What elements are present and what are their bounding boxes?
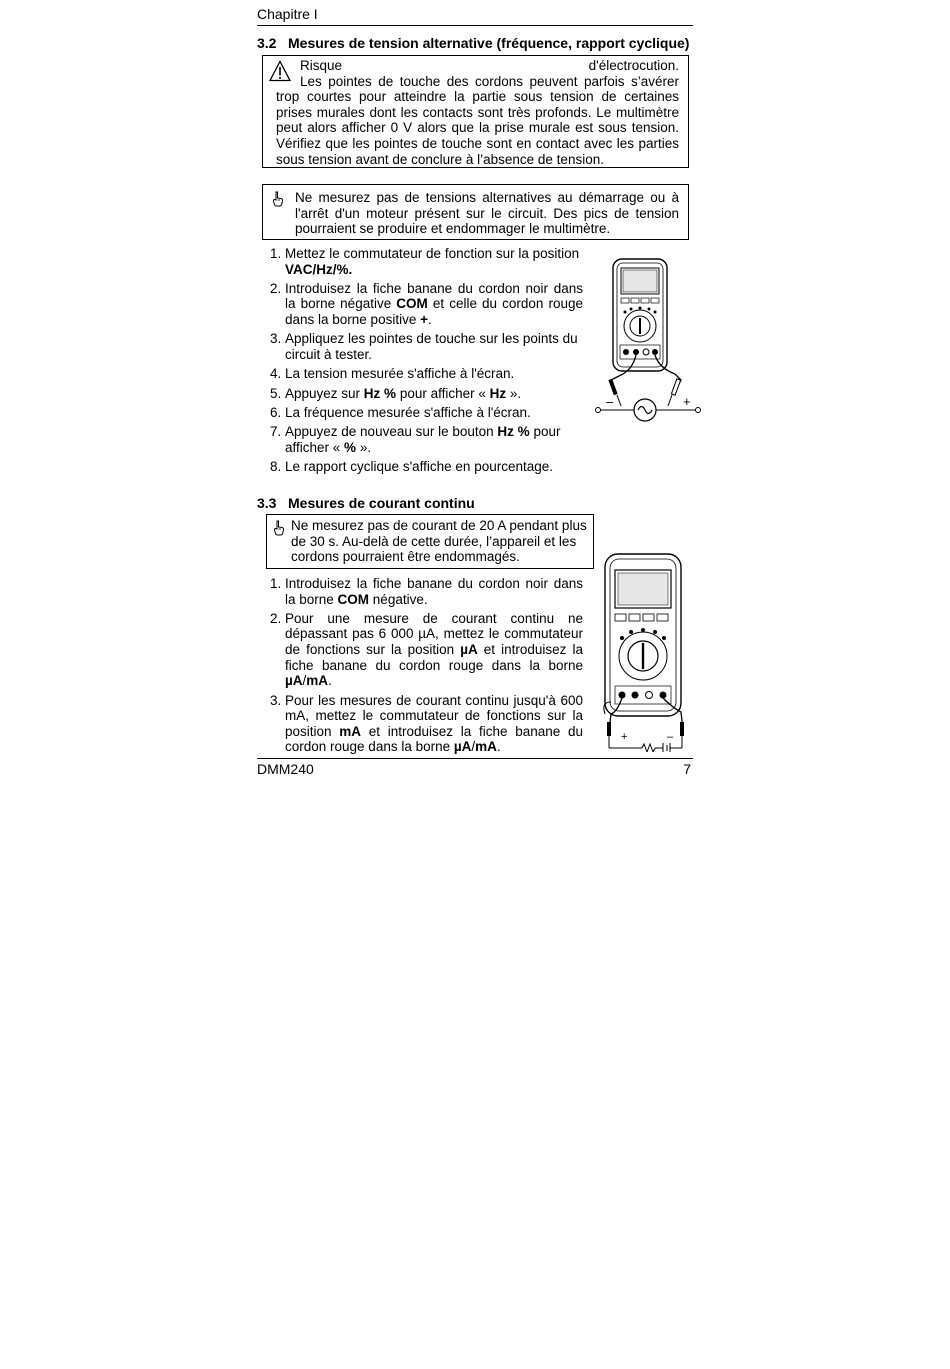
warning-text: Les pointes de touche des cordons peuvent parfois s’avérer trop courtes pour atteindre la partie sous tension de certaines prises murales dont les contacts sont très profonds. Le multimètre peut alors afficher 0 V alors que la prise murale est sous tension. Vérifiez que les pointes de touche sont en contact avec les parties sous tension avant de conclure à l’absence de tension. <box>276 73 679 167</box>
figure-plus-label: + <box>621 731 628 743</box>
pointing-hand-icon <box>272 191 284 207</box>
section-33-heading: 3.3 Mesures de courant continu <box>257 495 475 511</box>
figure-minus-label: – <box>606 394 614 409</box>
list-item: 2. Introduisez la fiche banane du cordon noir dans la borne négative COM et celle du cordon rouge dans la borne positive +. <box>270 280 583 328</box>
motor-note-box <box>262 184 689 240</box>
chapter-label: Chapitre I <box>257 6 318 22</box>
current-note-box <box>266 514 594 569</box>
model-label: DMM240 <box>257 761 314 777</box>
dc-current-figure <box>597 552 693 752</box>
motor-note-text: Ne mesurez pas de tensions alternatives au démarrage ou à l'arrêt d'un moteur présent sur le circuit. Des pics de tension pourraient se produire et endommager le multimètre. <box>295 190 679 237</box>
list-item: 2. Pour une mesure de courant continu ne dépassant pas 6 000 µA, mettez le commutateur de fonctions sur la position µA et introduisez la fiche banane du cordon rouge dans la borne µA/mA. <box>270 610 583 689</box>
dc-current-steps <box>257 576 583 759</box>
pointing-hand-icon <box>273 520 285 536</box>
warning-heading: Risque d'électrocution. <box>300 58 679 73</box>
list-item: 6. La fréquence mesurée s'affiche à l'écran. <box>270 404 531 420</box>
figure-plus-label: + <box>683 394 691 409</box>
ac-voltage-steps <box>257 246 583 478</box>
list-item: 8. Le rapport cyclique s'affiche en pourcentage. <box>270 458 554 474</box>
electrocution-warning-box <box>262 55 689 168</box>
list-item: 7. Appuyez de nouveau sur le bouton Hz % pour afficher « % ». <box>270 424 561 455</box>
page-number: 7 <box>683 761 691 777</box>
ac-voltage-figure <box>595 256 701 428</box>
current-note-text: Ne mesurez pas de courant de 20 A pendant plus de 30 s. Au-delà de cette durée, l’appareil et les cordons pourraient être endommagés. <box>291 518 587 565</box>
list-item: 4. La tension mesurée s'affiche à l'écran. <box>270 366 515 382</box>
list-item: 3. Pour les mesures de courant continu jusqu'à 600 mA, mettez le commutateur de fonctions sur la position mA et introduisez la fiche banane du cordon rouge dans la borne µA/mA. <box>270 692 583 755</box>
page-footer <box>257 758 693 777</box>
figure-minus-label: – <box>667 731 674 743</box>
list-item: 3. Appliquez les pointes de touche sur les points du circuit à tester. <box>270 331 578 362</box>
page-header <box>257 6 693 26</box>
list-item: 1. Mettez le commutateur de fonction sur la position VAC/Hz/%. <box>270 246 580 277</box>
list-item: 5. Appuyez sur Hz % pour afficher « Hz ». <box>270 385 522 401</box>
section-32-heading: 3.2 Mesures de tension alternative (fréquence, rapport cyclique) <box>257 35 690 51</box>
list-item: 1. Introduisez la fiche banane du cordon noir dans la borne COM négative. <box>270 576 583 607</box>
